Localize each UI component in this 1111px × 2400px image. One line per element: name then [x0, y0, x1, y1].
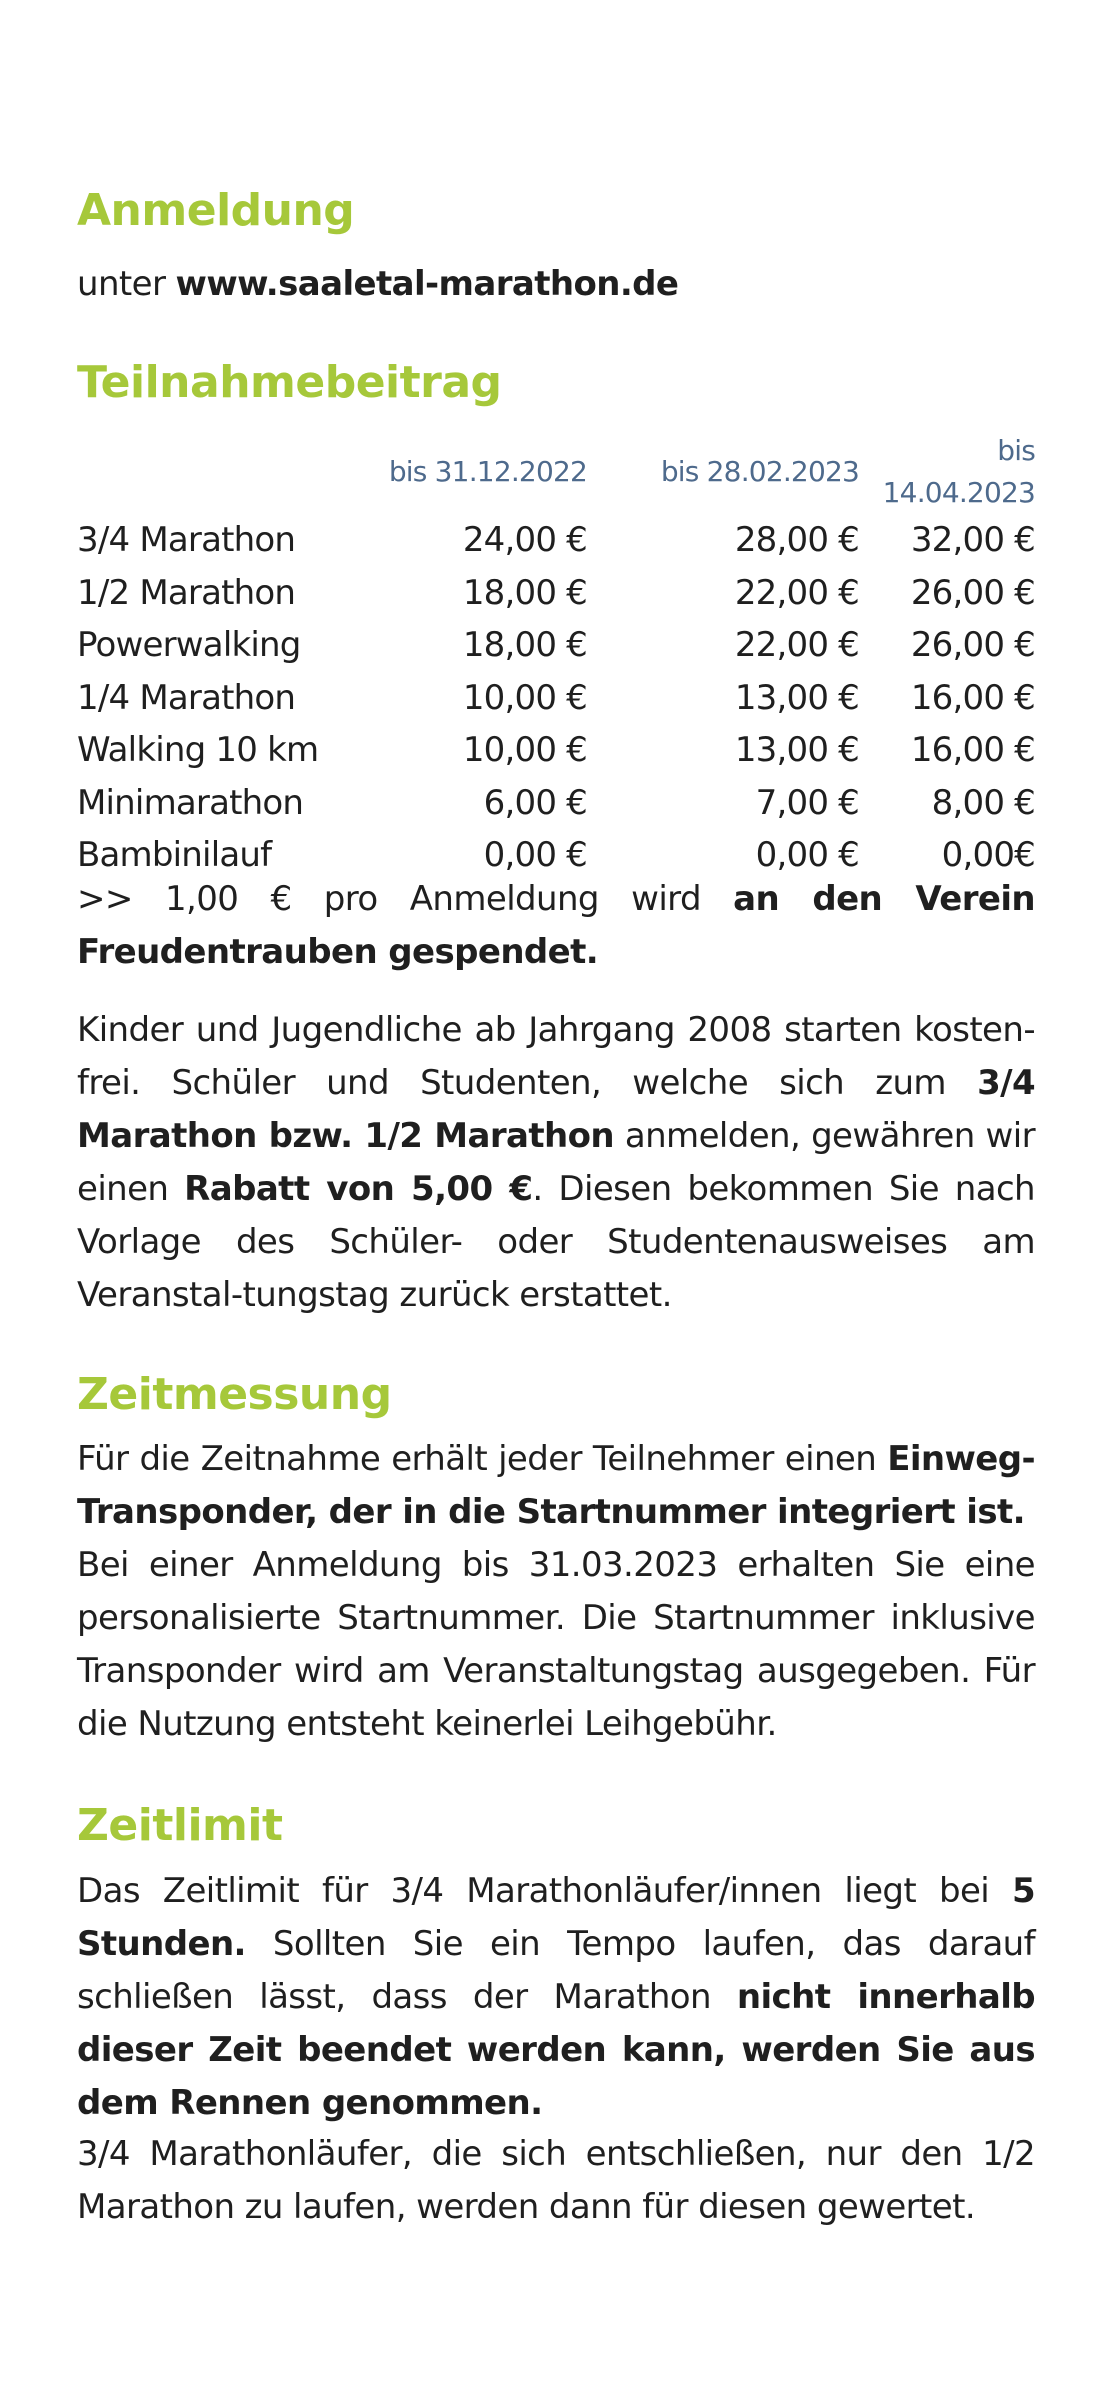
category-cell: 1/2 Marathon — [77, 572, 296, 613]
price-cell: 0,00 € — [483, 835, 587, 875]
donation-bold: an den Verein Freudentrauben gespendet. — [77, 879, 1035, 972]
price-cell: 22,00 € — [734, 625, 859, 665]
category-cell: Walking 10 km — [77, 730, 319, 770]
table-row — [77, 724, 1035, 777]
discount-text-1: Kinder und Jugendliche ab Jahrgang 2008 starten kosten-frei. Schüler und Studenten, welche sich zum — [77, 1010, 1035, 1103]
table-row — [77, 672, 1035, 725]
price-cell: 26,00 € — [910, 625, 1035, 665]
fee-table — [77, 430, 1035, 882]
zeitmessung-paragraph-2: Bei einer Anmeldung bis 31.03.2023 erhalten Sie eine personalisierte Startnummer. Die Startnummer inklusive Transponder wird am Veranstaltungstag ausgegeben. Für die Nutzung entsteht keinerlei Leihgebühr. — [77, 1545, 1035, 1744]
category-cell: Bambinilauf — [77, 835, 272, 875]
zeitmessung-text-1: Für die Zeitnahme erhält jeder Teilnehmer einen — [77, 1439, 888, 1479]
table-row — [77, 514, 1035, 567]
table-row — [77, 619, 1035, 672]
discount-bold-2: Rabatt von 5,00 € — [184, 1169, 533, 1209]
donation-note — [77, 873, 1035, 979]
price-cell: 24,00 € — [462, 520, 587, 560]
price-cell: 10,00 € — [462, 730, 587, 770]
zeitlimit-text-2: Sollten Sie ein Tempo laufen, das darauf schließen lässt, dass der Marathon — [77, 1924, 1035, 2017]
header-empty — [77, 430, 327, 514]
anmeldung-line — [77, 258, 678, 311]
anmeldung-url[interactable]: www.saaletal-marathon.de — [175, 264, 679, 304]
zeitlimit-heading: Zeitlimit — [77, 1800, 283, 1851]
price-cell: 13,00 € — [734, 730, 859, 770]
price-cell: 0,00€ — [941, 835, 1035, 875]
price-cell: 22,00 € — [734, 572, 859, 613]
price-cell: 18,00 € — [462, 625, 587, 665]
fee-table-header — [77, 430, 1035, 514]
zeitlimit-text-1: Das Zeitlimit für 3/4 Marathonläufer/innen liegt bei — [77, 1871, 1012, 1911]
price-cell: 26,00 € — [910, 572, 1035, 613]
discount-paragraph — [77, 1004, 1035, 1322]
price-cell: 16,00 € — [910, 730, 1035, 770]
price-cell: 6,00 € — [483, 782, 587, 823]
teilnahmebeitrag-heading: Teilnahmebeitrag — [77, 357, 502, 408]
price-cell: 28,00 € — [734, 520, 859, 560]
anmeldung-heading: Anmeldung — [77, 185, 355, 236]
deadline-3: bis 14.04.2023 — [882, 434, 1035, 509]
price-cell: 0,00 € — [755, 835, 859, 875]
price-cell: 7,00 € — [755, 782, 859, 823]
zeitmessung-paragraph-1 — [77, 1433, 1035, 1539]
price-cell: 16,00 € — [910, 677, 1035, 718]
zeitlimit-bold-2: nicht innerhalb dieser Zeit beendet werden kann, werden Sie aus dem Rennen genommen. — [77, 1977, 1035, 2123]
category-cell: 3/4 Marathon — [77, 520, 296, 560]
discount-bold-1: 3/4 Marathon bzw. 1/2 Marathon — [77, 1063, 1035, 1156]
category-cell: Powerwalking — [77, 625, 301, 665]
zeitlimit-paragraph-1 — [77, 1865, 1035, 2130]
donation-text: >> 1,00 € pro Anmeldung wird — [77, 879, 734, 919]
price-cell: 13,00 € — [734, 677, 859, 718]
deadline-2: bis 28.02.2023 — [660, 455, 859, 488]
zeitmessung-heading: Zeitmessung — [77, 1369, 392, 1420]
price-cell: 8,00 € — [931, 782, 1035, 823]
deadline-1: bis 31.12.2022 — [388, 455, 587, 488]
category-cell: Minimarathon — [77, 782, 304, 823]
zeitlimit-paragraph-2: 3/4 Marathonläufer, die sich entschließen, nur den 1/2 Marathon zu laufen, werden dann für diesen gewertet. — [77, 2134, 1035, 2227]
table-row — [77, 777, 1035, 830]
table-row — [77, 567, 1035, 620]
zeitmessung-bold-1: Einweg-Transponder, der in die Startnummer integriert ist. — [77, 1439, 1035, 1532]
anmeldung-prefix: unter — [77, 264, 166, 304]
discount-text-2: anmelden, gewähren wir einen — [77, 1116, 1035, 1209]
zeitlimit-bold-1: 5 Stunden. — [77, 1871, 1035, 1964]
price-cell: 32,00 € — [910, 520, 1035, 560]
price-cell: 10,00 € — [462, 677, 587, 718]
discount-text-3: . Diesen bekommen Sie nach Vorlage des Schüler- oder Studentenausweises am Veranstal-tungstag zurück erstattet. — [77, 1169, 1035, 1315]
category-cell: 1/4 Marathon — [77, 677, 296, 718]
price-cell: 18,00 € — [462, 572, 587, 613]
